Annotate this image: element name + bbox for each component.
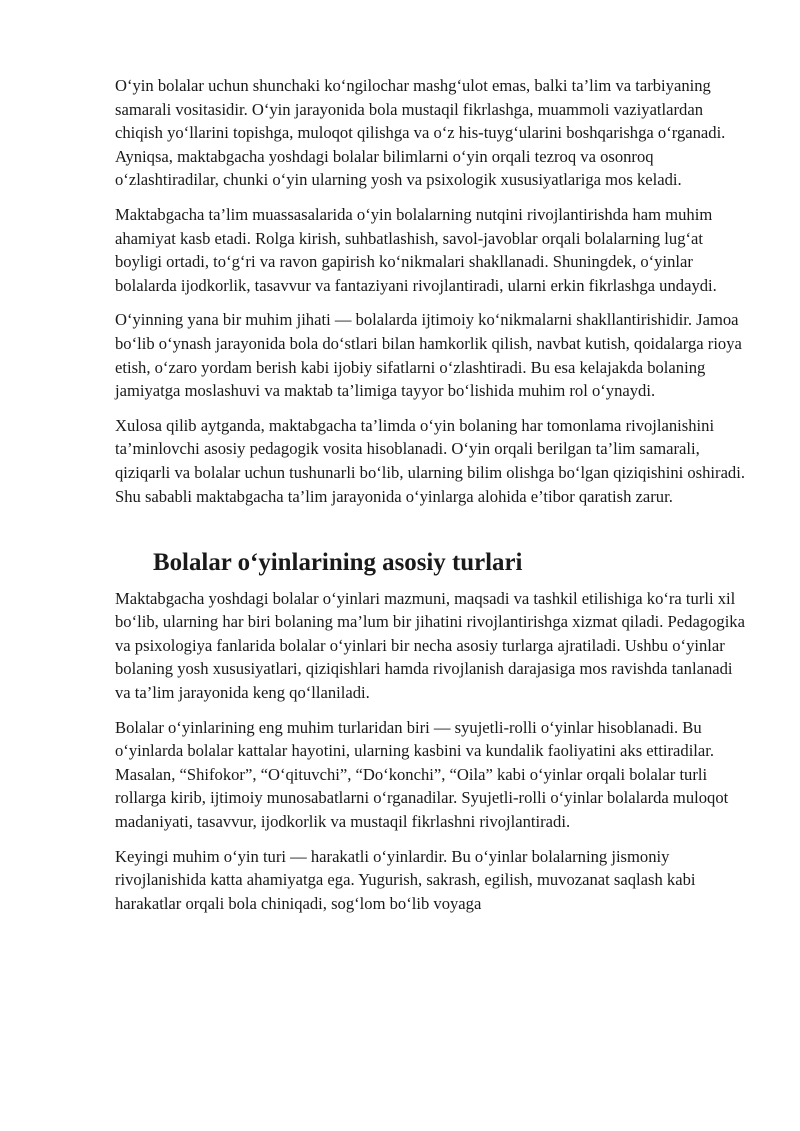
paragraph-3: O‘yinning yana bir muhim jihati — bolalarda ijtimoiy ko‘nikmalarni shakllantirishidir. Jamoa bo‘lib o‘ynash jarayonida bola do‘stlari bilan hamkorlik qilish, navbat kutish, qoidalarga rioya etish, o‘zaro yordam berish kabi ijobiy sifatlarni o‘zlashtiradi. Bu esa kelajakda bolaning jamiyatga moslashuvi va maktab ta’limiga tayyor bo‘lishida muhim rol o‘ynaydi. [115, 310, 742, 401]
paragraph-1: O‘yin bolalar uchun shunchaki ko‘ngilochar mashg‘ulot emas, balki ta’lim va tarbiyaning samarali vositasidir. O‘yin jarayonida bola mustaqil fikrlashga, muammoli vaziyatlardan chiqish yo‘llarini topishga, muloqot qilishga va o‘z his-tuyg‘ularini boshqarishga o‘rganadi. Ayniqsa, maktabgacha yoshdagi bolalar bilimlarni o‘yin orqali tezroq va osonroq o‘zlashtiradilar, chunki o‘yin ularning yosh va psixologik xususiyatlariga mos keladi. [115, 76, 726, 190]
paragraph-5: Maktabgacha yoshdagi bolalar o‘yinlari mazmuni, maqsadi va tashkil etilishiga ko‘ra turli xil bo‘lib, ularning har biri bolaning ma’lum bir jihatini rivojlantirishga xizmat qiladi. Pedagogika va psixologiya fanlarida bolalar o‘yinlari bir necha asosiy turlarga ajratiladi. Ushbu o‘yinlar bolaning yosh xususiyatlari, qiziqishlari hamda rivojlanish darajasiga mos ravishda tanlanadi va ta’lim jarayonida keng qo‘llaniladi. [115, 588, 745, 703]
paragraph-6: Bolalar o‘yinlarining eng muhim turlaridan biri — syujetli-rolli o‘yinlar hisoblanadi. Bu o‘yinlarda bolalar kattalar hayotini, ularning kasbini va kundalik faoliyatini aks ettiradilar. Masalan, “Shifokor”, “O‘qituvchi”, “Do‘konchi”, “Oila” kabi o‘yinlar orqali bolalar turli rollarga kirib, ijtimoiy munosabatlarni o‘rganadilar. Syujetli-rolli o‘yinlar bolalarda muloqot madaniyati, tasavvur, ijodkorlik va mustaqil fikrlashni rivojlantiradi. [115, 717, 729, 832]
document-page [115, 74, 745, 926]
paragraph-4: Xulosa qilib aytganda, maktabgacha ta’limda o‘yin bolaning har tomonlama rivojlanishini ta’minlovchi asosiy pedagogik vosita hisoblanadi. O‘yin orqali berilgan ta’lim samarali, qiziqarli va bolalar uchun tushunarli bo‘lib, ularning bilim olishga bo‘lgan qiziqishini oshiradi. Shu sababli maktabgacha ta’lim jarayonida o‘yinlarga alohida e’tibor qaratish zarur. [115, 415, 745, 506]
section-heading: Bolalar o‘yinlarining asosiy turlari [153, 549, 523, 577]
paragraph-7: Keyingi muhim o‘yin turi — harakatli o‘yinlardir. Bu o‘yinlar bolalarning jismoniy rivojlanishida katta ahamiyatga ega. Yugurish, sakrash, egilish, muvozanat saqlash kabi harakatlar orqali bola chiniqadi, sog‘lom bo‘lib voyaga [115, 846, 696, 913]
paragraph-2: Maktabgacha ta’lim muassasalarida o‘yin bolalarning nutqini rivojlantirishda ham muhim ahamiyat kasb etadi. Rolga kirish, suhbatlashish, savol-javoblar orqali bolalarning lug‘at boyligi ortadi, to‘g‘ri va ravon gapirish ko‘nikmalari shakllanadi. Shuningdek, o‘yinlar bolalarda ijodkorlik, tasavvur va fantaziyani rivojlantiradi, ularni erkin fikrlashga undaydi. [115, 204, 717, 295]
